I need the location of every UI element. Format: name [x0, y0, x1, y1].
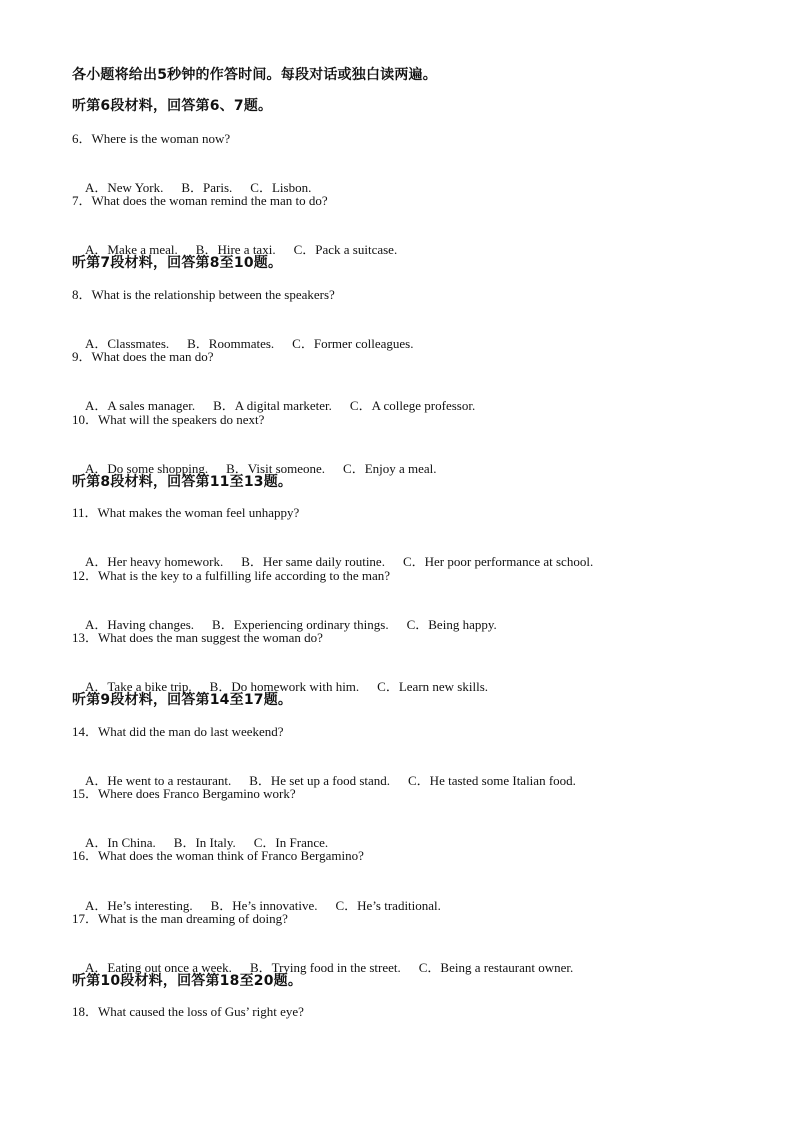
- option-c[interactable]: C．Being happy.: [406, 617, 497, 632]
- section-heading: 听第6段材料，回答第6、7题。: [72, 98, 273, 114]
- option-a[interactable]: A．New York.: [85, 180, 164, 195]
- question-stem: 12．What is the key to a fulfilling life according to the man?: [72, 568, 391, 583]
- option-c[interactable]: C．In France.: [253, 835, 329, 850]
- question-stem: 6．Where is the woman now?: [72, 131, 231, 146]
- option-c[interactable]: C．Being a restaurant owner.: [418, 960, 574, 975]
- option-b[interactable]: B．Her same daily routine.: [241, 554, 385, 569]
- question-stem: 16．What does the woman think of Franco Bergamino?: [72, 848, 364, 863]
- question-stem: 15．Where does Franco Bergamino work?: [72, 786, 296, 801]
- question-stem: 13．What does the man suggest the woman do?: [72, 630, 323, 645]
- question-stem: 7．What does the woman remind the man to do?: [72, 193, 328, 208]
- option-a[interactable]: A．Eating out once a week.: [85, 960, 232, 975]
- option-a[interactable]: A．Having changes.: [85, 617, 195, 632]
- option-b[interactable]: B．Hire a taxi.: [195, 242, 276, 257]
- option-b[interactable]: B．Experiencing ordinary things.: [212, 617, 389, 632]
- option-c[interactable]: C．Learn new skills.: [377, 679, 489, 694]
- option-b[interactable]: B．A digital marketer.: [213, 398, 332, 413]
- section-heading: 听第7段材料，回答第8至10题。: [72, 255, 283, 271]
- question-stem: 18．What caused the loss of Gus’ right eye?: [72, 1004, 304, 1019]
- option-b[interactable]: B．He’s innovative.: [210, 898, 318, 913]
- option-c[interactable]: C．He’s traditional.: [335, 898, 441, 913]
- option-a[interactable]: A．He went to a restaurant.: [85, 773, 232, 788]
- question-stem: 17．What is the man dreaming of doing?: [72, 911, 288, 926]
- option-a[interactable]: A．Make a meal.: [85, 242, 178, 257]
- option-b[interactable]: B．In Italy.: [173, 835, 236, 850]
- option-c[interactable]: C．He tasted some Italian food.: [408, 773, 576, 788]
- instructions-text: 各小题将给出5秒钟的作答时间。每段对话或独白读两遍。: [72, 67, 437, 83]
- option-c[interactable]: C．Enjoy a meal.: [343, 461, 437, 476]
- option-a[interactable]: A．He’s interesting.: [85, 898, 193, 913]
- question-stem: 10．What will the speakers do next?: [72, 412, 265, 427]
- section-heading: 听第10段材料，回答第18至20题。: [72, 973, 303, 989]
- section-heading: 听第8段材料，回答第11至13题。: [72, 474, 293, 490]
- option-b[interactable]: B．Paris.: [181, 180, 233, 195]
- option-c[interactable]: C．Her poor performance at school.: [402, 554, 594, 569]
- option-c[interactable]: C．Pack a suitcase.: [293, 242, 398, 257]
- option-b[interactable]: B．Roommates.: [187, 336, 275, 351]
- option-b[interactable]: B．Trying food in the street.: [249, 960, 401, 975]
- option-c[interactable]: C．A college professor.: [349, 398, 476, 413]
- option-b[interactable]: B．Visit someone.: [226, 461, 326, 476]
- option-a[interactable]: A．In China.: [85, 835, 156, 850]
- option-a[interactable]: A．A sales manager.: [85, 398, 196, 413]
- option-a[interactable]: A．Classmates.: [85, 336, 170, 351]
- question-stem: 14．What did the man do last weekend?: [72, 724, 284, 739]
- section-heading: 听第9段材料，回答第14至17题。: [72, 692, 293, 708]
- question-stem: 8．What is the relationship between the speakers?: [72, 287, 335, 302]
- question-stem: 11．What makes the woman feel unhappy?: [72, 505, 300, 520]
- option-a[interactable]: A．Her heavy homework.: [85, 554, 224, 569]
- option-b[interactable]: B．He set up a food stand.: [249, 773, 391, 788]
- option-a[interactable]: A．Do some shopping.: [85, 461, 209, 476]
- question-stem: 9．What does the man do?: [72, 349, 214, 364]
- option-c[interactable]: C．Former colleagues.: [292, 336, 414, 351]
- option-c[interactable]: C．Lisbon.: [250, 180, 312, 195]
- option-a[interactable]: A．Take a bike trip.: [85, 679, 192, 694]
- option-b[interactable]: B．Do homework with him.: [209, 679, 360, 694]
